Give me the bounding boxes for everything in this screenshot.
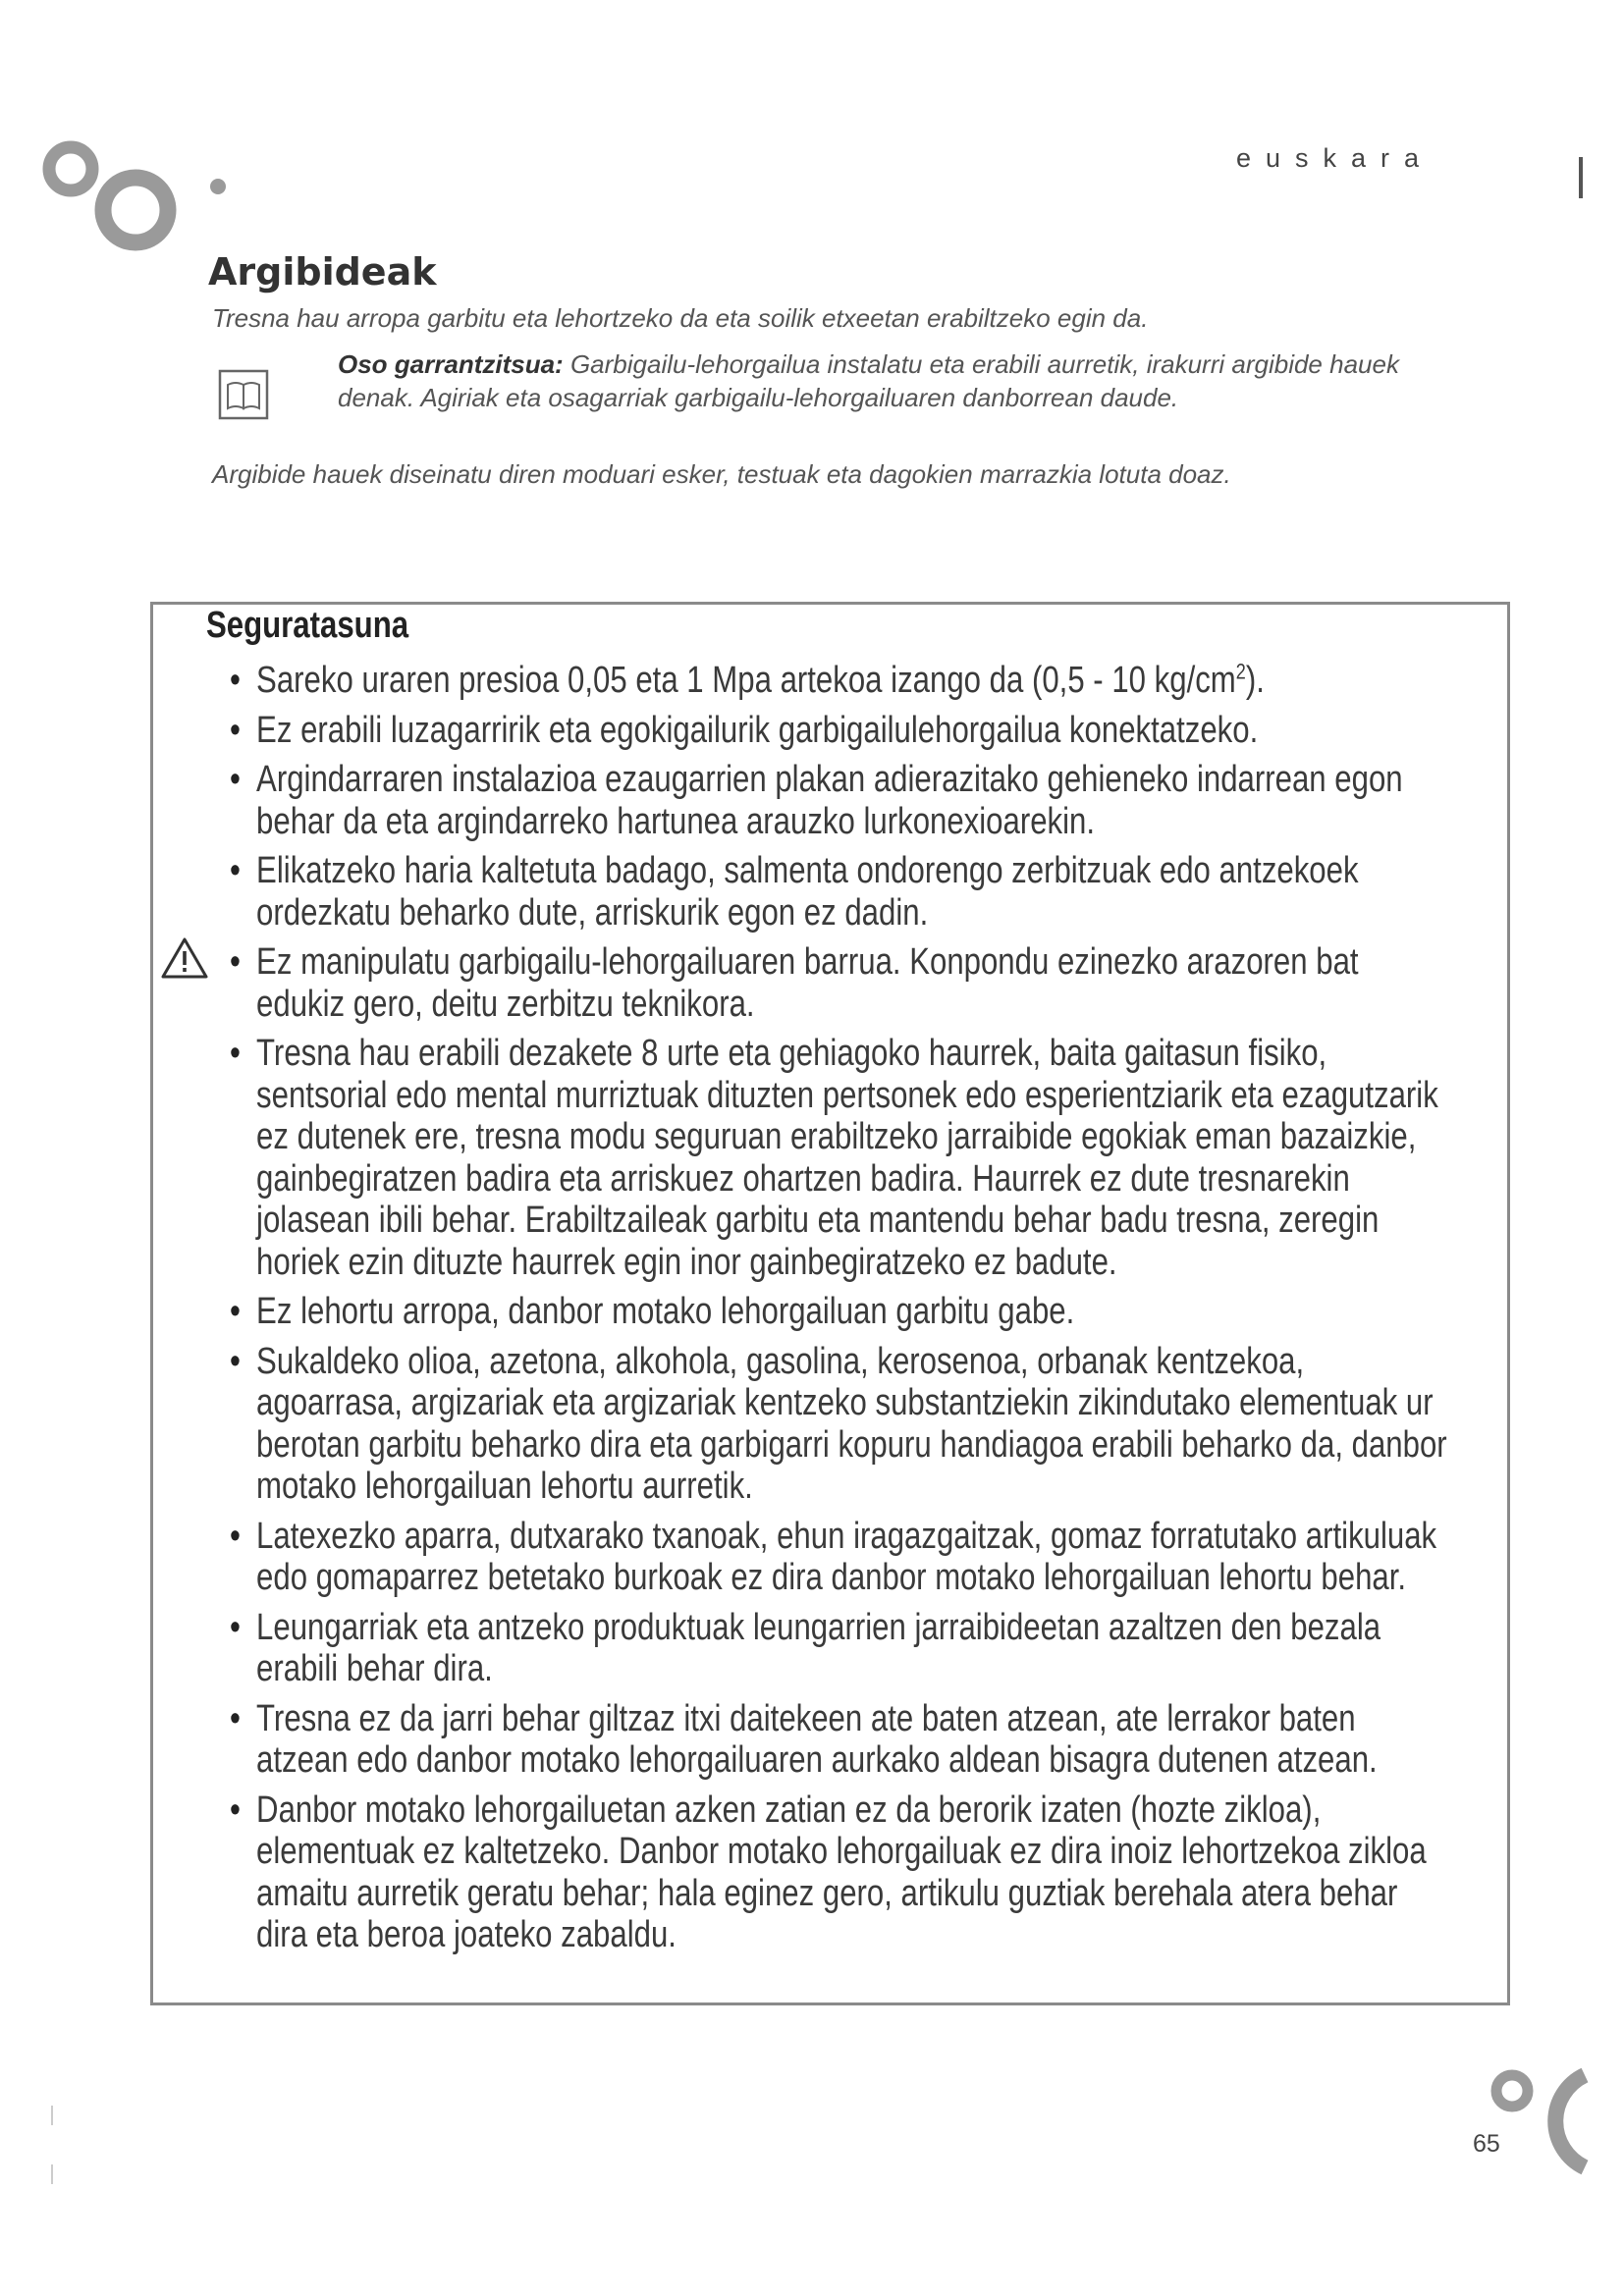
safety-box: [150, 602, 1510, 2005]
page-number: 65: [1473, 2130, 1500, 2158]
pressure-exponent: 2: [1235, 659, 1246, 684]
margin-tick: [51, 2106, 53, 2125]
list-item: • Ez lehortu arropa, danbor motako lehorgailuan garbitu gabe.: [230, 1291, 1453, 1333]
list-item: • Argindarraren instalazioa ezaugarrien plakan adierazitako gehieneko indarrean egon behar da eta argindarreko hartunea arauzko lurkonexioarekin.: [230, 759, 1453, 842]
language-label: euskara: [1235, 143, 1434, 173]
warning-triangle-icon: [160, 936, 209, 980]
circles-logo-icon: [1483, 2061, 1591, 2189]
intro-section: [208, 250, 1445, 490]
important-label: Oso garrantzitsua:: [338, 349, 564, 379]
list-item: • Tresna ez da jarri behar giltzaz itxi daitekeen ate baten atzean, ate lerrakor baten atzean edo danbor motako lehorgailuaren aurkako aldean bisagra dutenen atzean.: [230, 1698, 1453, 1782]
list-item: • Ez erabili luzagarririk eta egokigailurik garbigailulehorgailua konektatzeko.: [230, 710, 1453, 752]
list-item: • Leungarriak eta antzeko produktuak leungarrien jarraibideetan azaltzen den bezala erabili behar dira.: [230, 1607, 1453, 1690]
list-item: • Tresna hau erabili dezakete 8 urte eta gehiagoko haurrek, baita gaitasun fisiko, sentsorial edo mental murriztuak dituzten pertsonek edo esperientziarik eta ezagutzarik ez dutenek ere, tresna modu seguruan erabiltzeko jarraibide egokiak eman bazaizkie, gainbegiratzen badira eta arriskuez ohartzen badira. Haurrek ez dute tresnarekin jolasean ibili behar. Erabiltzaileak garbitu eta mantendu behar badu tresna, zeregin horiek ezin dituzte haurrek egin inor gainbegiratzeko ez badute.: [230, 1033, 1453, 1283]
list-item: • Elikatzeko haria kaltetuta badago, salmenta ondorengo zerbitzuak edo antzekoek ordezkatu beharko dute, arriskurik egon ez dadin.: [230, 850, 1453, 934]
book-icon: [218, 369, 269, 420]
list-item: • Ez manipulatu garbigailu-lehorgailuaren barrua. Konpondu ezinezko arazoren bat edukiz gero, deitu zerbitzu teknikora.: [230, 941, 1453, 1025]
page-edge-mark: [1579, 157, 1583, 198]
intro-subtitle: Tresna hau arropa garbitu eta lehortzeko da eta soilik etxeetan erabiltzeko egin da.: [212, 303, 1149, 333]
safety-list: [230, 660, 1453, 1964]
intro-note: Argibide hauek diseinatu diren moduari esker, testuak eta dagokien marrazkia lotuta doaz.: [212, 459, 1231, 489]
safety-title: Seguratasuna: [206, 605, 409, 646]
pressure-close: ).: [1245, 660, 1265, 701]
important-text: Garbigailu-lehorgailua instalatu eta erabili aurretik, irakurri argibide hauek denak. Agiriak eta osagarriak garbigailu-lehorgailuaren danborrean daude.: [338, 349, 1399, 412]
list-item: [230, 660, 1453, 702]
page-title: Argibideak: [208, 250, 437, 294]
important-note: [208, 347, 1445, 414]
margin-tick: [51, 2164, 53, 2184]
list-item: • Danbor motako lehorgailuetan azken zatian ez da berorik izaten (hozte zikloa), elementuak ez kaltetzeko. Danbor motako lehorgailuak ez dira inoiz lehortzekoa zikloa amaitu aurretik geratu behar; hala eginez gero, artikulu guztiak berehala atera behar dira eta beroa joateko zabaldu.: [230, 1789, 1453, 1956]
pressure-text: Sareko uraren presioa 0,05 eta 1 Mpa artekoa izango da (0,5 - 10 kg/cm: [256, 660, 1236, 701]
list-item: • Sukaldeko olioa, azetona, alkohola, gasolina, kerosenoa, orbanak kentzekoa, agoarrasa, argizariak eta argizariak kentzeko substantziekin zikindutako elementuak ur berotan garbitu beharko dira eta garbigarri kopuru handiagoa erabili beharko da, danbor motako lehorgailuan lehortu aurretik.: [230, 1341, 1453, 1508]
list-item: • Latexezko aparra, dutxarako txanoak, ehun iragazgaitzak, gomaz forratutako artikuluak edo gomaparrez betetako burkoak ez dira danbor motako lehorgailuan lehortu behar.: [230, 1516, 1453, 1599]
